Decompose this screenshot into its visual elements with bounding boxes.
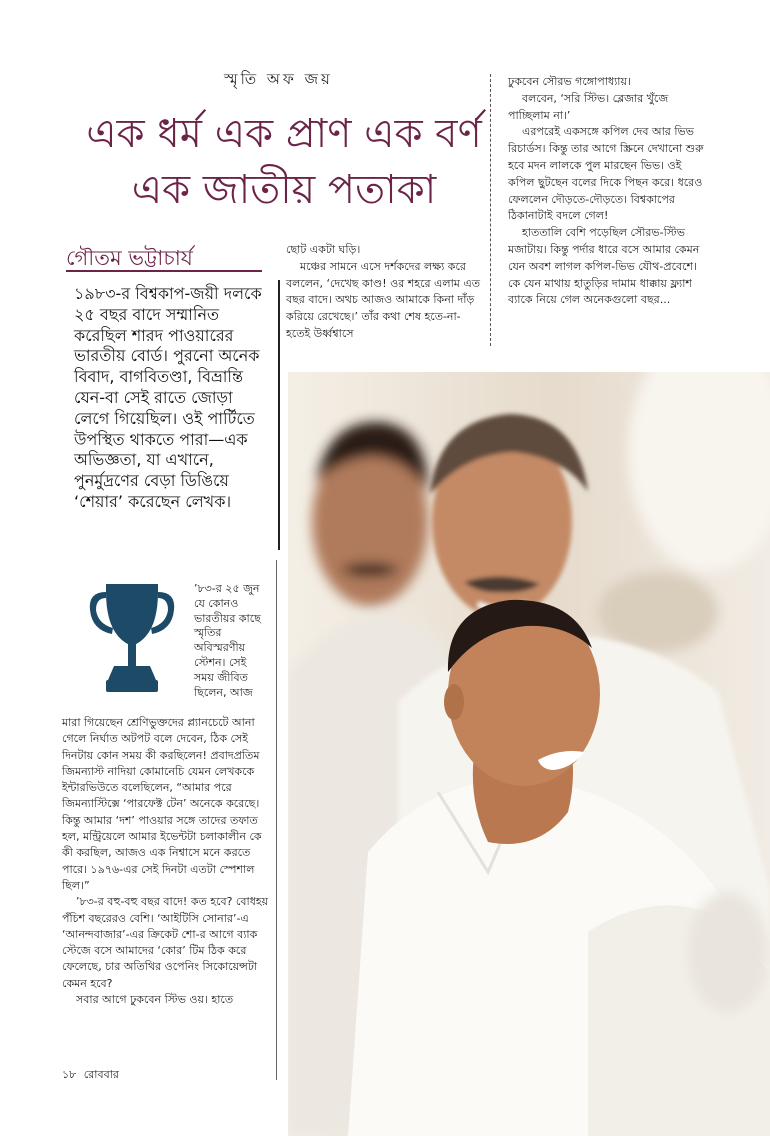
section-label: স্মৃতি অফ জয় bbox=[224, 70, 333, 88]
body-paragraph: হাততালি বেশি পড়েছিল সৌরভ-স্টিভ মজাটায়। কিন্তু পর্দার ধারে বসে আমার কেমন যেন অবশ লাগল কপিল-ভিভ যৌথ-প্রবেশে। কে যেন মাথায় হাতুড়ির দামাম ধাক্কায় ফ্ল্যাশ ব্যাকে নিয়ে গেল অনেকগুলো বছর... bbox=[508, 226, 700, 307]
body-column-right bbox=[508, 74, 704, 309]
body-paragraph: ছোট একটা ঘড়ি। bbox=[286, 243, 361, 256]
body-paragraph: সবার আগে ঢুকবেন স্টিভ ওয়। হাতে bbox=[76, 993, 234, 1007]
body-paragraph: ঢুকবেন সৌরভ গঙ্গোপাধ্যায়। bbox=[508, 75, 631, 88]
body-paragraph: বলবেন, ‘সরি স্টিভ। ব্লেজার খুঁজে পাচ্ছিলাম না।’ bbox=[508, 91, 669, 122]
photo-divider bbox=[276, 560, 277, 1080]
page-number: ১৮ bbox=[62, 1068, 77, 1081]
headline bbox=[74, 106, 494, 218]
cricketers-photo bbox=[288, 372, 770, 1136]
body-column-left bbox=[62, 715, 272, 1008]
trophy-icon bbox=[84, 580, 180, 698]
intro-text: ১৯৮৩-র বিশ্বকাপ-জয়ী দলকে ২৫ বছর বাদে সম্মানিত করেছিল শারদ পাওয়ারের ভারতীয় বোর্ড। পুরনো অনেক বিবাদ, বাগবিতণ্ডা, বিভ্রান্তি যেন-বা সেই রাতে জোড়া লেগে গিয়েছিল। ওই পার্টিতে উপস্থিত থাকতে পারা—এক অভিজ্ঞতা, যা এখানে, পুনর্মুদ্রণের বেড়া ডিঙিয়ে ‘শেয়ার’ করেছেন লেখক। bbox=[74, 284, 262, 511]
body-column-middle bbox=[286, 242, 482, 343]
author-byline: গৌতম ভট্টাচার্য bbox=[66, 246, 193, 270]
page-footer bbox=[62, 1066, 119, 1085]
intro-standfirst bbox=[74, 284, 269, 513]
body-paragraph: এরপরেই একসঙ্গে কপিল দেব আর ভিভ রিচার্ডস। কিন্তু তার আগে স্ক্রিনে দেখানো শুরু হবে মদন লালকে পুল মারছেন ভিভ। ওই কপিল ছুটছেন বলের দিকে পিছন করে। ধরেও ফেললেন দৌড়তে-দৌড়তে। বিশ্বকাপের ঠিকানাটাই বদলে গেল! bbox=[508, 125, 704, 223]
body-paragraph: মারা গিয়েছেন শ্রেণিভুক্তদের প্ল্যানচেটে আনা গেলে নির্ঘাত অটপট বলে দেবেন, ঠিক সেই দিনটায় কোন সময় কী করছিলেন! প্রবাদপ্রতিম জিমন্যাস্ট নাদিয়া কোমানেচি যেমন লেখককে ইন্টারভিউতে বলেছিলেন, “আমার পরে জিমন্যাস্টিক্সে ‘পারফেক্ট টেন’ অনেকে করেছে। কিন্তু আমার ‘দশ’ পাওয়ার সঙ্গে তাদের তফাত হল, মন্ট্রিয়েলে আমার ইভেন্টটা চলাকালীন কে কী করছিল, আজও এক নিশ্বাসে মনে করতে পারে। ১৯৭৬-এর সেই দিনটা এতটা স্পেশাল ছিল।” bbox=[62, 716, 262, 892]
headline-line-2: এক জাতীয় পতাকা bbox=[131, 167, 437, 213]
body-paragraph: ’৮৩-র বহু-বহু বছর বাদে! কত হবে? বোধহয় পঁচিশ বছরেরও বেশি। ‘আইটিসি সোনার’-এ ‘আনন্দবাজার’-এর ক্রিকেট শো-র আগে ব্যাক স্টেজে বসে আমাদের ‘কোর’ টিম ঠিক করে ফেলেছে, চার অতিথির ওপেনিং সিকোয়েন্সটা কেমন হবে? bbox=[62, 895, 269, 990]
column-divider bbox=[490, 74, 491, 346]
body-paragraph: মঞ্চের সামনে এসে দর্শকদের লক্ষ্য করে বললেন, ‘দেখেছ কাণ্ড! ওর শহরে এলাম এত বছর বাদে। অথচ আজও আমাকে কিনা দাঁড় করিয়ে রেখেছে।’ তাঁর কথা শেষ হতে-না-হতেই উর্ধ্বশ্বাসে bbox=[286, 259, 481, 340]
byline-underline bbox=[66, 270, 262, 272]
page-label: রোববার bbox=[83, 1068, 119, 1081]
intro-divider bbox=[278, 280, 280, 550]
body-wrap-text: ’৮৩-র ২৫ জুন যে কোনও ভারতীয়র কাছে স্মৃতির অবিস্মরণীয় স্টেশন। সেই সময় জীবিত ছিলেন, আজ bbox=[194, 582, 261, 699]
headline-line-1: এক ধর্ম এক প্রাণ এক বর্ণ bbox=[86, 111, 482, 157]
